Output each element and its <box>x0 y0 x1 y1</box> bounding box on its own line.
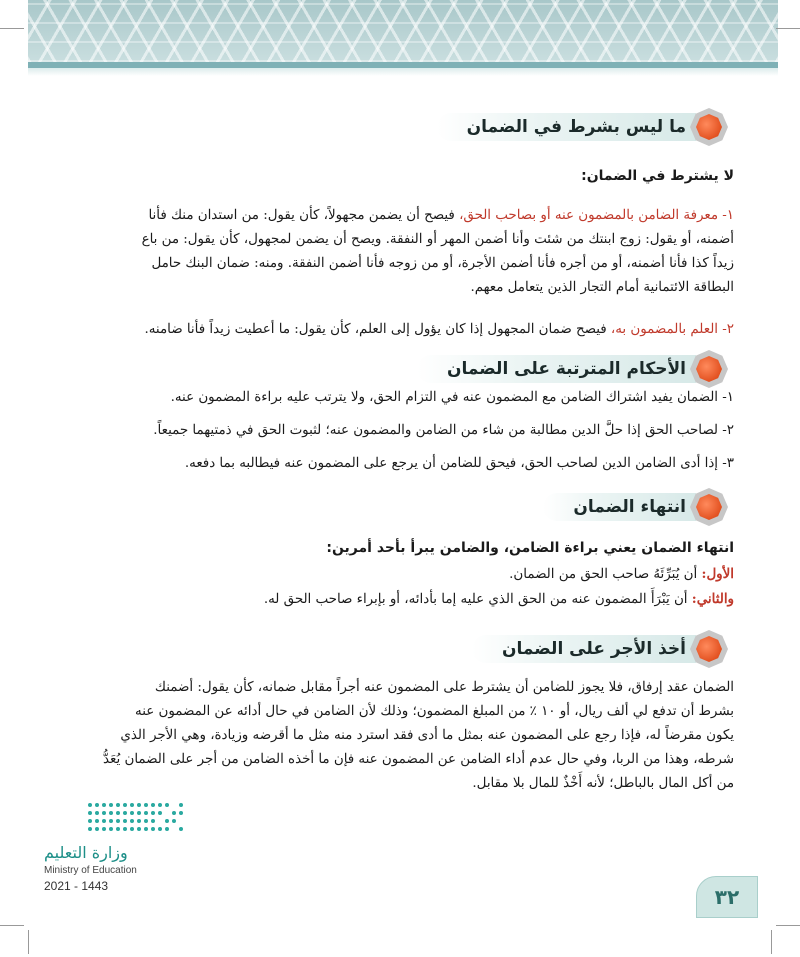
logo-dot <box>158 803 162 807</box>
logo-dot <box>102 811 106 815</box>
logo-english-text: Ministry of Education <box>44 865 137 876</box>
paragraph-line: يكون مقرضاً له، فإذا رجع على المضمون عنه بمثل ما أدى فقد استرد منه مثل ما أقرضه وزيادة، وهي الأجر الذي <box>120 728 734 743</box>
paragraph-line <box>44 318 734 342</box>
logo-dot <box>137 811 141 815</box>
logo-dot <box>158 811 162 815</box>
logo-dot <box>137 819 141 823</box>
logo-dot <box>102 819 106 823</box>
logo-dot <box>130 811 134 815</box>
logo-dot <box>144 819 148 823</box>
paragraph-line: ٢- لصاحب الحق إذا حلَّ الدين مطالبة من شاء من الضامن والمضمون عنه؛ لثبوت الحق في ذمتيهما جميعاً. <box>153 423 734 438</box>
logo-dot <box>88 819 92 823</box>
paragraph-line: زيداً كذا فأنا أضمنه، أو من أجره فأنا أضمن الأجرة، أو من زوجه فأنا أضمن النفقة. ومنه: ضمان البنك حامل <box>151 256 734 271</box>
logo-dot <box>130 827 134 831</box>
octagon-icon <box>690 630 728 668</box>
logo-dot <box>123 803 127 807</box>
section-body <box>44 164 734 188</box>
logo-dot <box>165 819 169 823</box>
logo-dot <box>102 803 106 807</box>
section-body <box>44 386 734 476</box>
logo-dot <box>95 827 99 831</box>
octagon-icon <box>690 350 728 388</box>
logo-dot <box>109 803 113 807</box>
logo-dot <box>130 819 134 823</box>
logo-dot <box>144 827 148 831</box>
paragraph-line: شرطه، وهذا من الربا، وفي حال عدم أداء الضامن عن المضمون عنه فإن ما أخذه الضامن من أجر على الضمان يُعَدُّ <box>103 752 734 767</box>
section-heading <box>417 352 728 386</box>
heading-text: ما ليس بشرط في الضمان <box>466 117 686 137</box>
heading-text: أخذ الأجر على الضمان <box>502 639 686 659</box>
crop-mark <box>28 930 29 954</box>
item-label: والثاني: <box>691 591 734 607</box>
paragraph-line: بشرط أن تدفع لي ألف ريال، أو ١٠ ٪ من المبلغ المضمون؛ وذلك لأن الضامن في حال أدائه عن المضمون عنه <box>135 704 734 719</box>
logo-dot <box>88 827 92 831</box>
logo-dot <box>109 819 113 823</box>
section-heading <box>543 490 728 524</box>
logo-dot <box>165 827 169 831</box>
crop-mark <box>776 28 800 29</box>
logo-dot <box>116 827 120 831</box>
logo-dot <box>151 819 155 823</box>
logo-dot <box>95 811 99 815</box>
section-body <box>44 676 734 796</box>
item-label: ٢- العلم بالمضمون به، <box>610 322 734 337</box>
logo-dot <box>123 819 127 823</box>
logo-dot <box>137 803 141 807</box>
logo-dot <box>123 811 127 815</box>
logo-dot <box>109 827 113 831</box>
paragraph-line: أضمنه، أو يقول: زوج ابنتك من شئت وأنا أضمن المهر أو النفقة. ويصح أن يضمن لمجهول، كأن يقول: من باع <box>141 232 734 247</box>
logo-dot <box>95 803 99 807</box>
section-heading <box>472 632 728 666</box>
page-number-box <box>696 876 758 918</box>
section-body <box>44 318 734 342</box>
logo-dot <box>151 803 155 807</box>
paragraph-line: ١- الضمان يفيد اشتراك الضامن مع المضمون عنه في التزام الحق، ولا يترتب عليه براءة المضمون عنه. <box>170 390 734 405</box>
logo-dot <box>179 803 183 807</box>
crop-mark <box>0 28 24 29</box>
paragraph-line: من أكل المال بالباطل؛ لأنه أَخْذٌ للمال بلا مقابل. <box>472 776 734 791</box>
logo-dot <box>130 803 134 807</box>
section-heading <box>437 110 728 144</box>
paragraph-line <box>44 562 734 587</box>
logo-dot <box>151 811 155 815</box>
logo-dot <box>144 803 148 807</box>
logo-dot <box>137 827 141 831</box>
heading-text: الأحكام المترتبة على الضمان <box>447 359 686 379</box>
logo-dot <box>158 827 162 831</box>
logo-dots-icon <box>88 803 184 837</box>
crop-mark <box>771 930 772 954</box>
intro-text: لا يشترط في الضمان: <box>581 168 734 184</box>
item-text: فيصح ضمان المجهول إذا كان يؤول إلى العلم، كأن يقول: ما أعطيت زيداً فأنا ضامنه. <box>144 322 607 337</box>
page-number: ٣٢ <box>714 885 740 909</box>
logo-dot <box>88 803 92 807</box>
decorative-banner <box>28 0 778 68</box>
item-label: الأول: <box>701 566 734 582</box>
ministry-logo <box>44 803 194 903</box>
paragraph-line <box>44 587 734 612</box>
item-label: ١- معرفة الضامن بالمضمون عنه أو بصاحب الحق، <box>459 208 734 223</box>
logo-dot <box>144 811 148 815</box>
paragraph-line: الضمان عقد إرفاق، فلا يجوز للضامن أن يشترط على المضمون عنه أجراً مقابل ضمانه، كأن يقول: أضمنك <box>154 680 734 695</box>
logo-dot <box>116 811 120 815</box>
item-text: أن يَبْرَأَ المضمون عنه من الحق الذي عليه إما بأدائه، أو بإبراء صاحب الحق له. <box>263 592 688 607</box>
section-body <box>44 536 734 612</box>
crop-mark <box>776 925 800 926</box>
logo-dot <box>179 827 183 831</box>
section-body <box>44 204 734 300</box>
logo-dot <box>95 819 99 823</box>
crop-mark <box>0 925 24 926</box>
logo-dot <box>102 827 106 831</box>
octagon-icon <box>690 108 728 146</box>
logo-dot <box>172 811 176 815</box>
logo-dot <box>151 827 155 831</box>
paragraph-line: البطاقة الائتمانية أمام التجار الذين يتعامل معهم. <box>470 280 734 295</box>
logo-dot <box>172 819 176 823</box>
logo-dot <box>116 819 120 823</box>
intro-text: انتهاء الضمان يعني براءة الضامن، والضامن يبرأ بأحد أمرين: <box>326 540 734 556</box>
logo-dot <box>165 803 169 807</box>
logo-dot <box>116 803 120 807</box>
octagon-icon <box>690 488 728 526</box>
item-text: فيصح أن يضمن مجهولاً، كأن يقول: من استدان منك فأنا <box>148 208 455 223</box>
heading-text: انتهاء الضمان <box>573 497 686 517</box>
logo-dot <box>88 811 92 815</box>
logo-arabic-text: وزارة التعليم <box>44 843 128 862</box>
item-text: أن يُبَرِّئَهُ صاحب الحق من الضمان. <box>509 567 698 582</box>
logo-dot <box>123 827 127 831</box>
paragraph-line <box>44 204 734 228</box>
logo-year-text: 2021 - 1443 <box>44 879 109 893</box>
logo-dot <box>179 811 183 815</box>
logo-dot <box>109 811 113 815</box>
paragraph-line: ٣- إذا أدى الضامن الدين لصاحب الحق، فيحق للضامن أن يرجع على المضمون عنه فيطالبه بما دفعه. <box>184 456 734 471</box>
